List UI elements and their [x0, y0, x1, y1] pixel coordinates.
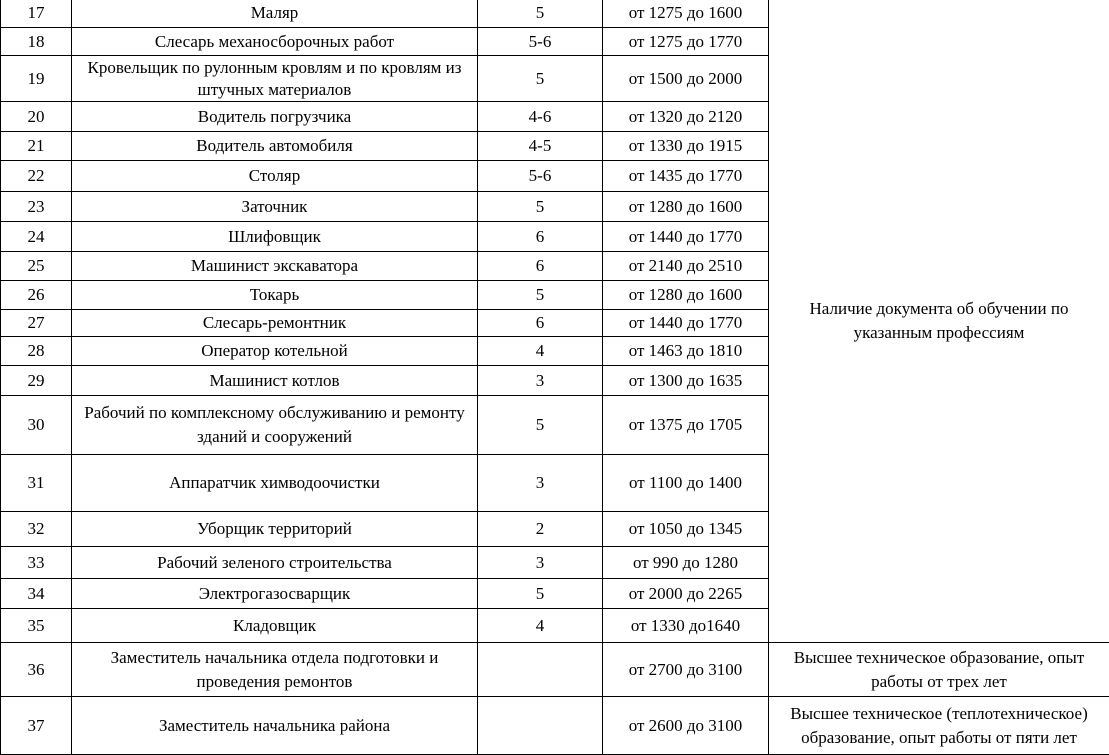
- grade-cell: 2: [478, 512, 603, 547]
- table-row: [1, 0, 1109, 28]
- table-row: [1, 697, 1109, 755]
- grade-cell: 6: [478, 222, 603, 252]
- salary-cell: от 1500 до 2000: [603, 56, 769, 102]
- profession-cell: Машинист котлов: [72, 366, 478, 396]
- salary-cell: от 2140 до 2510: [603, 252, 769, 281]
- grade-cell: 4-5: [478, 132, 603, 161]
- grade-cell: 5: [478, 0, 603, 28]
- profession-cell: Водитель автомобиля: [72, 132, 478, 161]
- grade-cell: 5-6: [478, 28, 603, 56]
- row-number: 22: [1, 161, 72, 192]
- grade-cell: 5: [478, 396, 603, 455]
- row-number: 29: [1, 366, 72, 396]
- shared-requirement-cell: Наличие документа об обучении по указанным профессиям: [769, 0, 1109, 643]
- salary-cell: от 2700 до 3100: [603, 643, 769, 697]
- profession-cell: Слесарь механосборочных работ: [72, 28, 478, 56]
- salary-cell: от 2600 до 3100: [603, 697, 769, 755]
- salary-cell: от 2000 до 2265: [603, 579, 769, 609]
- salary-cell: от 1050 до 1345: [603, 512, 769, 547]
- salary-cell: от 1330 до 1915: [603, 132, 769, 161]
- salary-cell: от 990 до 1280: [603, 547, 769, 579]
- row-number: 20: [1, 102, 72, 132]
- profession-cell: Оператор котельной: [72, 337, 478, 366]
- grade-cell: [478, 697, 603, 755]
- row-number: 27: [1, 310, 72, 337]
- salary-cell: от 1275 до 1600: [603, 0, 769, 28]
- profession-cell: Уборщик территорий: [72, 512, 478, 547]
- row-number: 26: [1, 281, 72, 310]
- row-number: 24: [1, 222, 72, 252]
- salary-cell: от 1100 до 1400: [603, 455, 769, 512]
- profession-cell: Машинист экскаватора: [72, 252, 478, 281]
- profession-cell: Заточник: [72, 192, 478, 222]
- grade-cell: 4-6: [478, 102, 603, 132]
- row-number: 36: [1, 643, 72, 697]
- profession-cell: Водитель погрузчика: [72, 102, 478, 132]
- salary-cell: от 1280 до 1600: [603, 281, 769, 310]
- salary-cell: от 1300 до 1635: [603, 366, 769, 396]
- salary-cell: от 1320 до 2120: [603, 102, 769, 132]
- grade-cell: 6: [478, 252, 603, 281]
- profession-cell: Кладовщик: [72, 609, 478, 643]
- row-number: 30: [1, 396, 72, 455]
- row-number: 19: [1, 56, 72, 102]
- grade-cell: 3: [478, 547, 603, 579]
- profession-cell: Шлифовщик: [72, 222, 478, 252]
- grade-cell: 5-6: [478, 161, 603, 192]
- salary-cell: от 1435 до 1770: [603, 161, 769, 192]
- row-number: 34: [1, 579, 72, 609]
- grade-cell: 5: [478, 579, 603, 609]
- grade-cell: 5: [478, 56, 603, 102]
- row-number: 33: [1, 547, 72, 579]
- grade-cell: 3: [478, 366, 603, 396]
- requirement-cell: Высшее техническое образование, опыт работы от трех лет: [769, 643, 1109, 697]
- salary-cell: от 1440 до 1770: [603, 310, 769, 337]
- requirement-cell: Высшее техническое (теплотехническое) образование, опыт работы от пяти лет: [769, 697, 1109, 755]
- row-number: 31: [1, 455, 72, 512]
- grade-cell: 3: [478, 455, 603, 512]
- row-number: 21: [1, 132, 72, 161]
- salary-cell: от 1463 до 1810: [603, 337, 769, 366]
- salary-cell: от 1280 до 1600: [603, 192, 769, 222]
- profession-cell: Токарь: [72, 281, 478, 310]
- row-number: 17: [1, 0, 72, 28]
- profession-cell: Заместитель начальника района: [72, 697, 478, 755]
- profession-cell: Рабочий зеленого строительства: [72, 547, 478, 579]
- row-number: 32: [1, 512, 72, 547]
- row-number: 28: [1, 337, 72, 366]
- row-number: 23: [1, 192, 72, 222]
- profession-cell: Кровельщик по рулонным кровлям и по кровлям из штучных материалов: [72, 56, 478, 102]
- table-row: [1, 643, 1109, 697]
- grade-cell: 6: [478, 310, 603, 337]
- grade-cell: [478, 643, 603, 697]
- grade-cell: 5: [478, 281, 603, 310]
- row-number: 18: [1, 28, 72, 56]
- row-number: 37: [1, 697, 72, 755]
- salary-cell: от 1275 до 1770: [603, 28, 769, 56]
- profession-cell: Маляр: [72, 0, 478, 28]
- salary-cell: от 1330 до1640: [603, 609, 769, 643]
- row-number: 25: [1, 252, 72, 281]
- profession-cell: Рабочий по комплексному обслуживанию и ремонту зданий и сооружений: [72, 396, 478, 455]
- row-number: 35: [1, 609, 72, 643]
- salary-cell: от 1440 до 1770: [603, 222, 769, 252]
- grade-cell: 4: [478, 609, 603, 643]
- grade-cell: 4: [478, 337, 603, 366]
- profession-cell: Слесарь-ремонтник: [72, 310, 478, 337]
- grade-cell: 5: [478, 192, 603, 222]
- profession-cell: Электрогазосварщик: [72, 579, 478, 609]
- salary-cell: от 1375 до 1705: [603, 396, 769, 455]
- profession-cell: Аппаратчик химводоочистки: [72, 455, 478, 512]
- profession-cell: Заместитель начальника отдела подготовки и проведения ремонтов: [72, 643, 478, 697]
- profession-cell: Столяр: [72, 161, 478, 192]
